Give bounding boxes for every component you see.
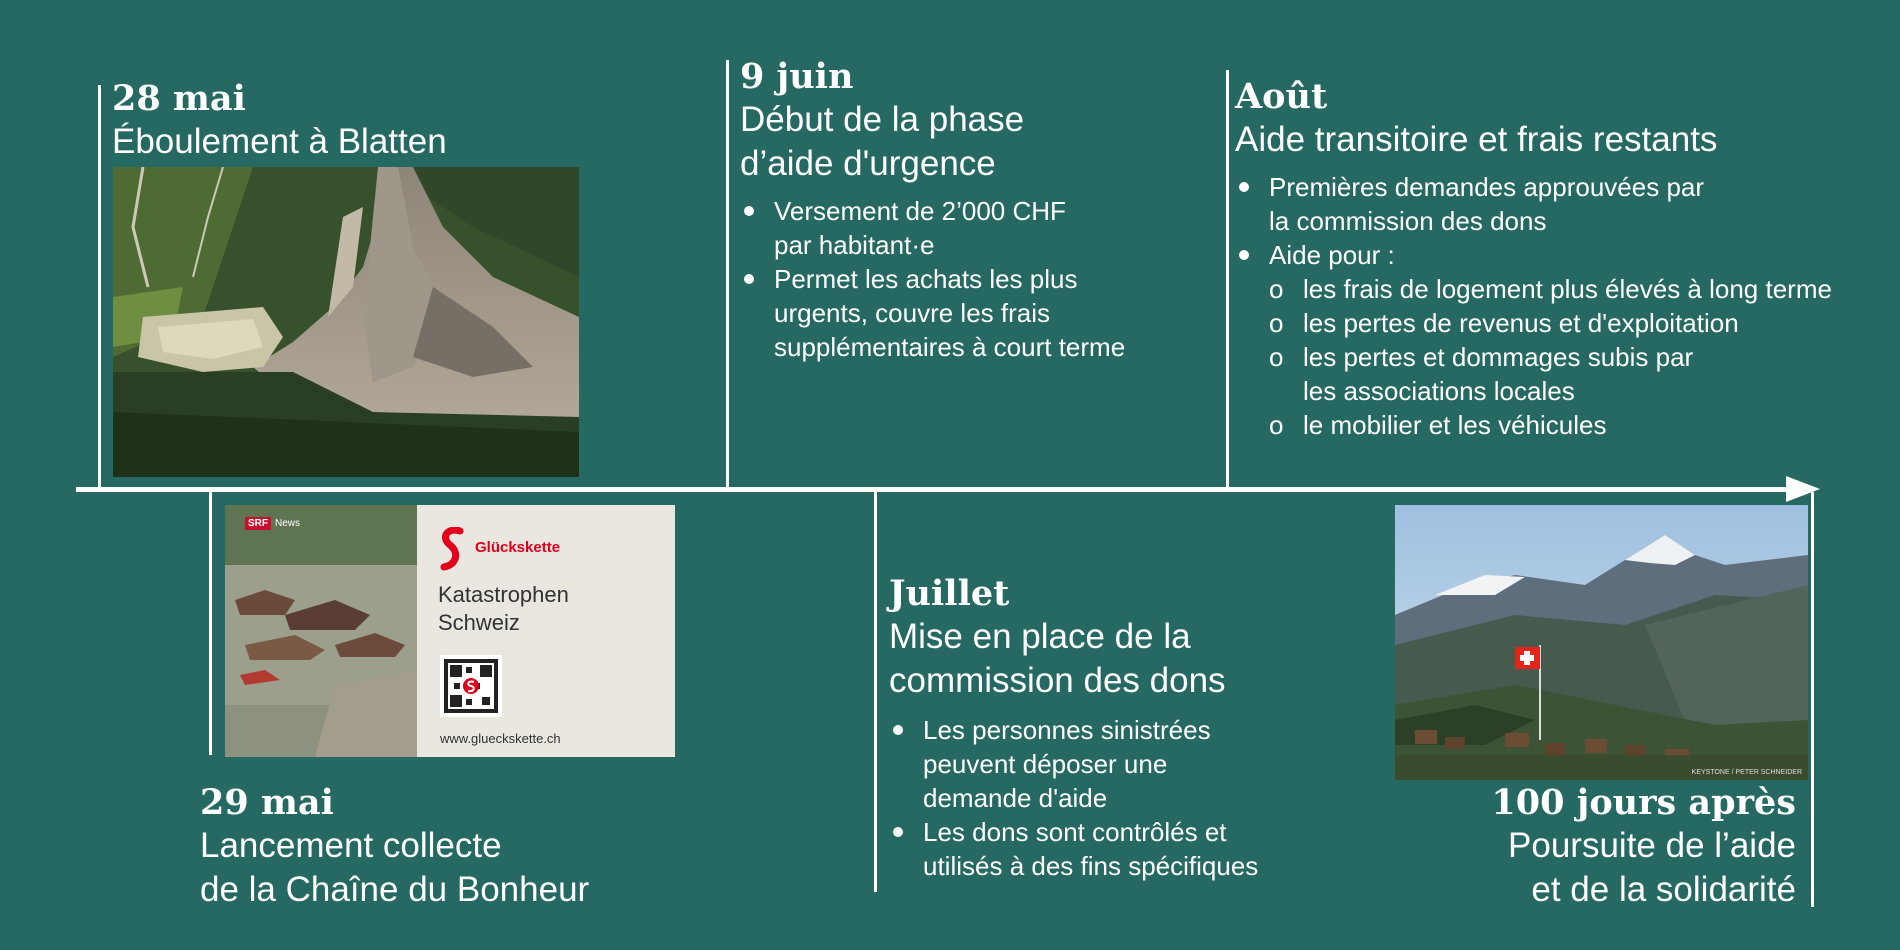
bullet-item [889,815,1258,883]
sub-bullet-line: les associations locales [1303,376,1575,406]
connector-100-jours [1811,492,1814,907]
event-title-line: Mise en place de la [889,617,1191,656]
flood-flyer [225,505,675,757]
flood-photo [225,505,417,757]
event-title-line: commission des dons [889,661,1226,700]
bullet-line: la commission des dons [1269,206,1547,236]
bullet-item [1235,238,1832,442]
event-aout [1235,76,1832,442]
connector-28-mai [98,85,101,487]
glueckskette-logo-icon [438,527,468,571]
bullet-line: utilisés à des fins spécifiques [923,851,1259,881]
bullet-line: par habitant·e [774,230,935,260]
bullet-item [889,713,1258,815]
bullet-item [740,194,1125,262]
flyer-title-line: Schweiz [438,610,520,635]
event-date: 29 mai [200,782,334,823]
event-title-line: Poursuite de l’aide [1508,826,1796,865]
event-9-juin [740,56,1125,364]
event-date: Juillet [889,573,1010,614]
timeline-axis [76,487,1811,492]
event-title-line: de la Chaîne du Bonheur [200,870,590,909]
connector-9-juin [726,60,729,487]
bullet-line: Permet les achats les plus [774,264,1078,294]
qr-code-icon [440,655,502,717]
bullet-icon [1239,182,1249,192]
flyer-url: www.glueckskette.ch [440,731,561,746]
event-date: Août [1235,76,1328,117]
connector-29-mai [209,492,212,755]
sub-bullet-line: les frais de logement plus élevés à long terme [1303,274,1832,304]
bullet-line: Aide pour : [1269,240,1395,270]
bullet-icon [893,827,903,837]
event-title: Aide transitoire et frais restants [1235,120,1718,159]
event-title-line: Lancement collecte [200,826,502,865]
sub-bullet-marker: o [1269,308,1284,338]
bullet-line: demande d'aide [923,783,1108,813]
event-date: 9 juin [740,56,854,97]
event-title: Éboulement à Blatten [112,122,447,161]
event-title [740,98,1125,186]
event-date: 100 jours après [1491,782,1796,823]
event-title-line: d’aide d'urgence [740,144,996,183]
flyer-title-line: Katastrophen [438,582,569,607]
event-title [200,824,589,912]
bullet-item [1235,170,1832,238]
sub-bullet-item [1235,306,1832,340]
sub-bullet-line: les pertes de revenus et d'exploitation [1303,308,1739,338]
srf-news-text: News [275,518,301,529]
bullet-line: supplémentaires à court terme [774,332,1126,362]
bullet-icon [744,206,754,216]
sub-bullet-marker: o [1269,274,1284,304]
bullet-icon [893,725,903,735]
event-title-line: Début de la phase [740,100,1025,139]
bullet-line: Les personnes sinistrées [923,715,1211,745]
bullet-line: peuvent déposer une [923,749,1168,779]
timeline-arrow-head-icon [1786,476,1820,502]
sub-bullet-item [1235,340,1832,408]
sub-bullet-item [1235,272,1832,306]
event-juillet [889,573,1258,883]
landslide-photo [113,167,579,477]
connector-juillet [874,492,877,892]
sub-bullet-line: le mobilier et les véhicules [1303,410,1607,440]
bullet-icon [1239,250,1249,260]
connector-aout [1226,70,1229,487]
event-date: 28 mai [112,78,246,119]
flyer-title [438,581,569,637]
srf-tv-logo [245,517,300,530]
mountain-village-photo [1395,505,1808,780]
bullet-item [740,262,1125,364]
bullet-line: Versement de 2’000 CHF [774,196,1066,226]
event-title [1390,824,1796,912]
event-100-jours [1390,782,1796,912]
bullet-line: urgents, couvre les frais [774,298,1051,328]
sub-bullet-list [1235,272,1832,442]
bullet-list [889,713,1258,883]
bullet-line: Les dons sont contrôlés et [923,817,1227,847]
sub-bullet-marker: o [1269,342,1284,372]
bullet-list [740,194,1125,364]
sub-bullet-item [1235,408,1832,442]
event-28-mai [112,78,447,164]
sub-bullet-marker: o [1269,410,1284,440]
event-title-line: et de la solidarité [1531,870,1796,909]
photo-credit: KEYSTONE / PETER SCHNEIDER [1691,769,1802,776]
srf-logo-text: SRF [245,517,271,530]
event-29-mai [200,782,589,912]
bullet-line: Premières demandes approuvées par [1269,172,1705,202]
bullet-list [1235,170,1832,442]
bullet-icon [744,274,754,284]
event-title [889,615,1258,703]
glueckskette-brand: Glückskette [475,539,561,556]
sub-bullet-line: les pertes et dommages subis par [1303,342,1694,372]
